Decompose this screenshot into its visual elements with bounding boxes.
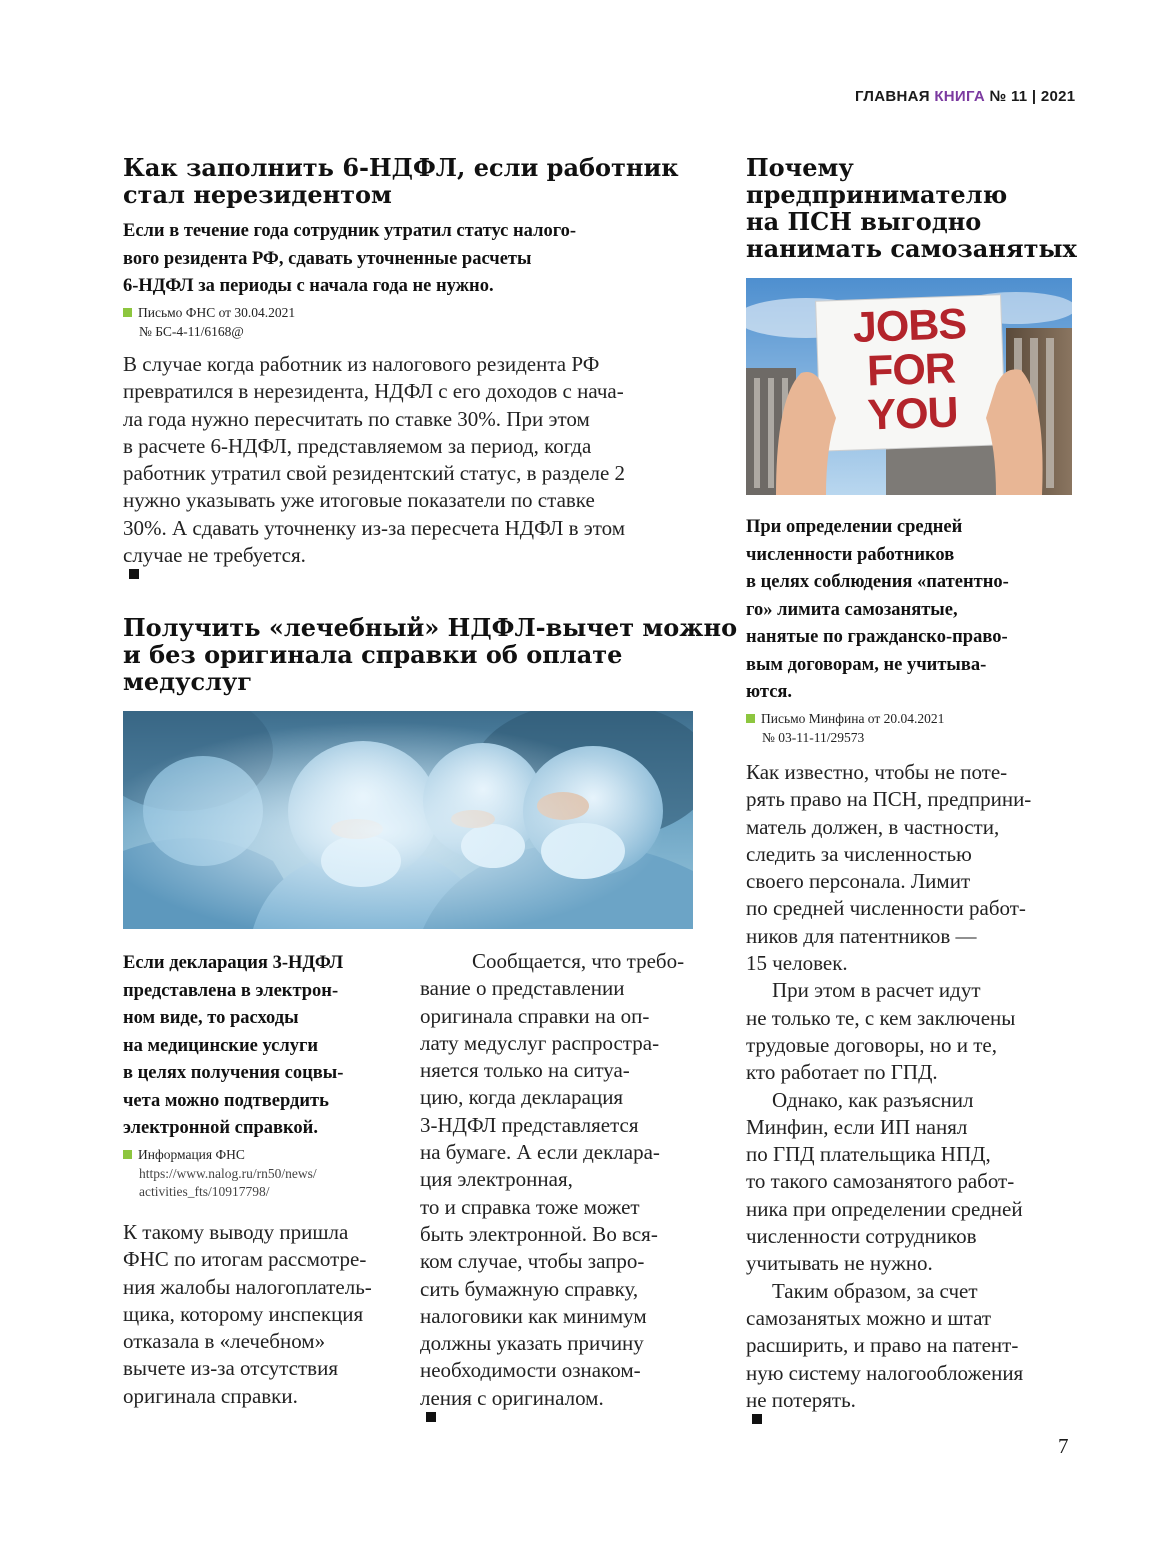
source-marker-icon xyxy=(123,308,132,317)
source-marker-icon xyxy=(746,714,755,723)
page-number: 7 xyxy=(1058,1434,1069,1458)
article2-source: Информация ФНС https://www.nalog.ru/rn50/news/ activities_fts/10917798/ xyxy=(123,1146,317,1202)
article1-title: Как заполнить 6-НДФЛ, если работник стал нерезидентом xyxy=(123,153,679,209)
end-mark-icon xyxy=(426,1412,436,1422)
jobs-sign-photo xyxy=(746,278,1072,495)
running-header xyxy=(855,88,1075,105)
article2-body-right: Сообщается, что требо- вание о представлении оригинала справки на оп- лату медуслуг распростра- няется только на ситуа- цию, когда декларация 3-НДФЛ представляется на бумаге. А если деклара- ция электронная, то и справка тоже может быть электронной. Во вся- ком случае, чтобы запро- сить бумажную справку, налоговики как минимум должны указать причину необходимости ознаком- ления с оригиналом. xyxy=(420,948,684,1422)
source-link[interactable]: https://www.nalog.ru/rn50/news/ xyxy=(139,1165,317,1181)
source-link-cont[interactable]: activities_fts/10917798/ xyxy=(139,1184,270,1199)
article2-lead: Если декларация 3-НДФЛ представлена в электрон- ном виде, то расходы на медицинские услуги в целях получения соцвы- чета можно подтвердить электронной справкой. xyxy=(123,953,344,1138)
brand-part-2: КНИГА xyxy=(934,88,986,105)
article3-lead: При определении средней численности работников в целях соблюдения «патентно- го» лимита самозанятые, нанятые по гражданско-право- вым договорам, не учитыва- ются. xyxy=(746,517,1009,702)
article3-title: Почему предпринимателю на ПСН выгодно нанимать самозанятых xyxy=(746,153,1077,263)
brand-part-1: ГЛАВНАЯ xyxy=(855,88,930,105)
issue-number: № 11 | 2021 xyxy=(989,88,1076,105)
article3-body: Как известно, чтобы не поте- рять право на ПСН, предприни- матель должен, в частности, следить за численностью своего персонала. Лимит по средней численности работ- ников для патентников — 15 человек. При этом в расчет идут не только те, с кем заключены трудовые договоры, но и те, кто работает по ГПД. Однако, как разъяснил Минфин, если ИП нанял по ГПД плательщика НПД, то такого самозанятого работ- ника при определении средней численности сотрудников учитывать не нужно. Таким образом, за счет самозанятых можно и штат расширить, и право на патент- ную систему налогообложения не потерять. xyxy=(746,759,1031,1424)
sign-text: JOBS FOR YOU xyxy=(852,300,967,440)
end-mark-icon xyxy=(752,1414,762,1424)
article2-body-left: К такому выводу пришла ФНС по итогам рассмотре- ния жалобы налогоплатель- щика, которому инспекция отказала в «лечебном» вычете из-за отсутствия оригинала справки. xyxy=(123,1220,372,1408)
surgeons-photo xyxy=(123,711,693,929)
article1-lead: Если в течение года сотрудник утратил статус налого- вого резидента РФ, сдавать уточненные расчеты 6-НДФЛ за периоды с начала года не нужно. xyxy=(123,221,577,296)
article1-body: В случае когда работник из налогового резидента РФ превратился в нерезидента, НДФЛ с его доходов с нача- ла года нужно пересчитать по ставке 30%. При этом в расчете 6-НДФЛ, представляемом за период, когда работник утратил свой резидентский статус, в разделе 2 нужно указывать уже итоговые показатели по ставке 30%. А сдавать уточненку из-за пересчета НДФЛ в этом случае не требуется. xyxy=(123,351,625,579)
article2-title: Получить «лечебный» НДФЛ-вычет можно и без оригинала справки об оплате медуслуг xyxy=(123,613,738,696)
article1-source: Письмо ФНС от 30.04.2021 № БС-4-11/6168@ xyxy=(123,304,295,341)
end-mark-icon xyxy=(129,569,139,579)
article3-source: Письмо Минфина от 20.04.2021 № 03-11-11/29573 xyxy=(746,710,944,747)
source-marker-icon xyxy=(123,1150,132,1159)
